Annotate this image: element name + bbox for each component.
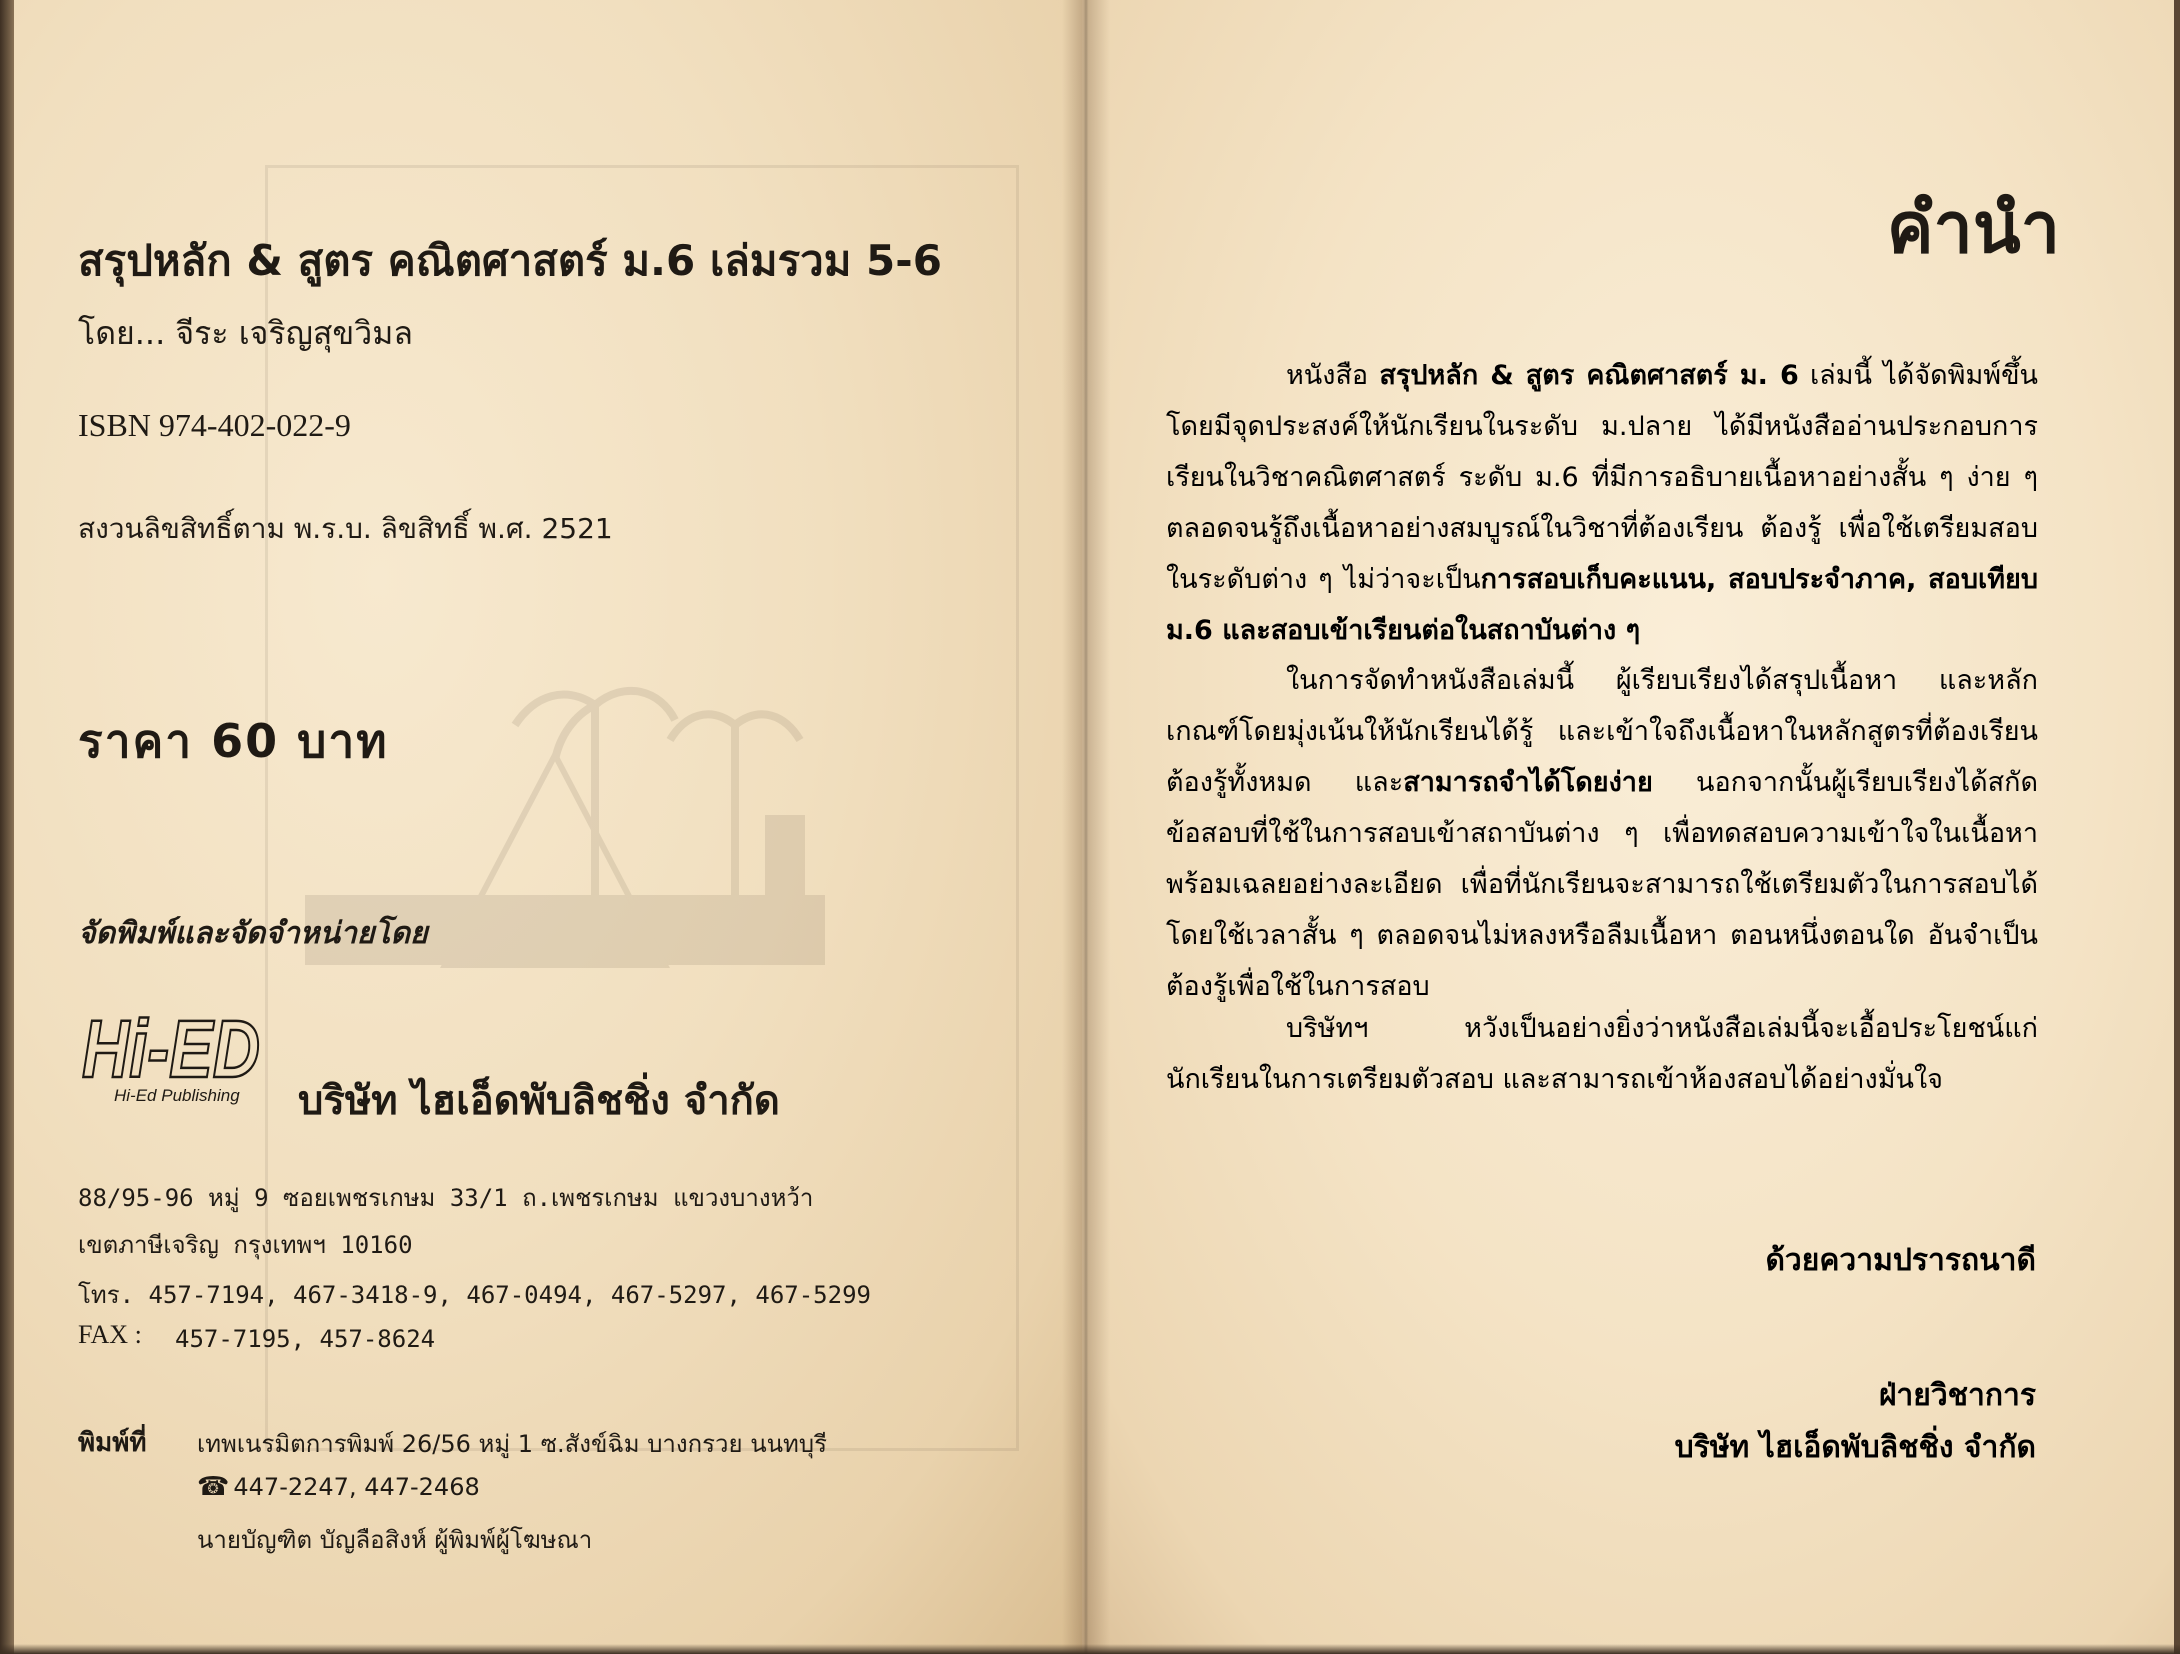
foreword-paragraph-2 — [1166, 655, 2038, 1012]
para2-text-a: ในการจัดทำหนังสือเล่มนี้ ผู้เรียบเรียงได้สรุปเนื้อหา และหลักเกณฑ์โดยมุ่งเน้นให้นักเรียนได้รู้ และเข้าใจถึงเนื้อหาในหลักสูตรที่ต้องเรียน ต้องรู้ทั้งหมด และ — [1166, 665, 2038, 798]
book-gutter — [1062, 0, 1110, 1654]
address-line-1: 88/95-96 หมู่ 9 ซอยเพชรเกษม 33/1 ถ.เพชรเกษม แขวงบางหว้า — [78, 1184, 814, 1212]
logo-subtext: Hi-Ed Publishing — [114, 1086, 240, 1105]
closing-line: ด้วยความปรารถนาดี — [1765, 1243, 2036, 1278]
telephone-icon: ☎ — [197, 1472, 230, 1502]
para1-text-a: หนังสือ — [1286, 360, 1380, 391]
para1-exam-types: การสอบเก็บคะแนน, สอบประจำภาค, สอบเทียบ ม.6 และสอบเข้าเรียนต่อในสถาบันต่าง ๆ — [1166, 564, 2038, 646]
signature-department: ฝ่ายวิชาการ — [1878, 1378, 2036, 1413]
hi-ed-logo — [78, 985, 268, 1105]
price-line: ราคา 60 บาท — [78, 714, 389, 768]
foreword-paragraph-3 — [1166, 1003, 2038, 1105]
printer-address: เทพเนรมิตการพิมพ์ 26/56 หมู่ 1 ซ.สังข์ฉิม บางกรวย นนทบุรี — [197, 1430, 827, 1458]
fax-value: 457-7195, 457-8624 — [175, 1325, 436, 1353]
publisher-label: จัดพิมพ์และจัดจำหน่ายโดย — [78, 916, 428, 951]
address-line-2: เขตภาษีเจริญ กรุงเทพฯ 10160 — [78, 1231, 413, 1259]
cover-edge-bottom — [0, 1644, 2180, 1654]
cover-edge-left — [0, 0, 14, 1654]
isbn-line: ISBN 974-402-022-9 — [78, 407, 351, 443]
logo-wordmark: Hi-ED — [82, 1004, 260, 1095]
cover-edge-right — [2174, 0, 2180, 1654]
foreword-heading: คำนำ — [1886, 187, 2060, 269]
para1-text-b: เล่มนี้ ได้จัดพิมพ์ขึ้นโดยมีจุดประสงค์ให้นักเรียนในระดับ ม.ปลาย ได้มีหนังสืออ่านประกอบการเรียนในวิชาคณิตศาสตร์ ระดับ ม.6 ที่มีการอธิบายเนื้อหาอย่างสั้น ๆ ง่าย ๆ ตลอดจนรู้ถึงเนื้อหาอย่างสมบูรณ์ในวิชาที่ต้องเรียน ต้องรู้ เพื่อใช้เตรียมสอบในระดับต่าง ๆ ไม่ว่าจะเป็น — [1166, 360, 2038, 595]
para2-emphasis: สามารถจำได้โดยง่าย — [1403, 767, 1653, 798]
printer-label: พิมพ์ที่ — [78, 1428, 147, 1458]
phone-line: โทร. 457-7194, 467-3418-9, 467-0494, 467-5297, 467-5299 — [78, 1281, 871, 1309]
book-title: สรุปหลัก & สูตร คณิตศาสตร์ ม.6 เล่มรวม 5-6 — [78, 236, 942, 285]
copyright-notice: สงวนลิขสิทธิ์ตาม พ.ร.บ. ลิขสิทธิ์ พ.ศ. 2521 — [78, 512, 613, 545]
printer-phone: 447-2247, 447-2468 — [233, 1473, 480, 1501]
para1-book-title: สรุปหลัก & สูตร คณิตศาสตร์ ม. 6 — [1379, 360, 1799, 391]
para2-text-b: นอกจากนั้นผู้เรียบเรียงได้สกัดข้อสอบที่ใช้ในการสอบเข้าสถาบันต่าง ๆ เพื่อทดสอบความเข้าใจในเนื้อหาพร้อมเฉลยอย่างละเอียด เพื่อที่นักเรียนจะสามารถใช้เตรียมตัวในการสอบได้โดยใช้เวลาสั้น ๆ ตลอดจนไม่หลงหรือลืมเนื้อหา ตอนหนึ่งตอนใด อันจำเป็นต้องรู้เพื่อใช้ในการสอบ — [1166, 767, 2038, 1002]
printer-phone-line — [197, 1472, 480, 1502]
left-page — [0, 0, 1082, 1654]
para3-text: บริษัทฯ หวังเป็นอย่างยิ่งว่าหนังสือเล่มนี้จะเอื้อประโยชน์แก่นักเรียนในการเตรียมตัวสอบ และสามารถเข้าห้องสอบได้อย่างมั่นใจ — [1166, 1013, 2038, 1095]
publisher-company: บริษัท ไฮเอ็ดพับลิชชิ่ง จำกัด — [298, 1078, 780, 1124]
foreword-paragraph-1 — [1166, 350, 2038, 656]
fax-label: FAX : — [78, 1320, 142, 1349]
signature-company: บริษัท ไฮเอ็ดพับลิชชิ่ง จำกัด — [1674, 1430, 2036, 1465]
author-line: โดย... จีระ เจริญสุขวิมล — [78, 314, 413, 352]
printer-publisher-name: นายบัญฑิต บัญลือสิงห์ ผู้พิมพ์ผู้โฆษณา — [197, 1526, 593, 1554]
